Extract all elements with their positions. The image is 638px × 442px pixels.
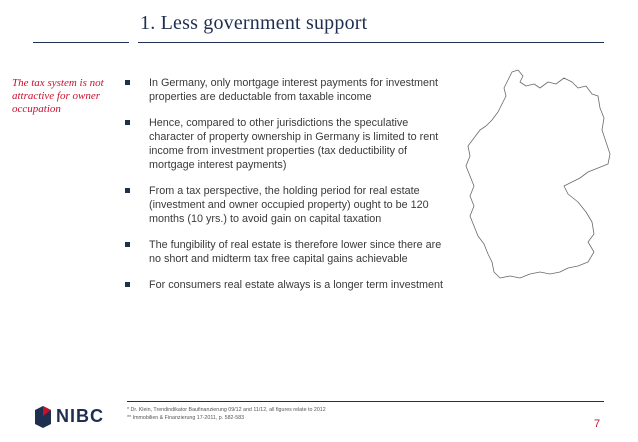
bullet-item: The fungibility of real estate is therefore lower since there are no short and midterm tax free capital gains achievable xyxy=(125,238,445,266)
brand-name: NIBC xyxy=(56,406,104,426)
bullet-item: In Germany, only mortgage interest payments for investment properties are deductable from taxable income xyxy=(125,76,445,104)
footnotes xyxy=(127,406,326,422)
slide-title: 1. Less government support xyxy=(140,12,368,34)
title-rule-right xyxy=(138,42,604,43)
germany-map-outline xyxy=(460,68,618,282)
side-note: The tax system is not attractive for owner occupation xyxy=(12,77,104,115)
footer-rule xyxy=(127,401,604,402)
bullet-item: For consumers real estate always is a longer term investment xyxy=(125,278,445,292)
footnote-2: ** Immobilien & Finanzierung 17-2011, p. 582-583 xyxy=(127,415,245,421)
bullet-list xyxy=(125,76,445,304)
footnote-1: * Dr. Klein, Trendindikator Baufinanzierung 09/12 and 11/12, all figures relate to 2012 xyxy=(127,407,326,413)
page-number: 7 xyxy=(594,418,601,430)
bullet-item: From a tax perspective, the holding period for real estate (investment and owner occupied property) ought to be 120 months (10 yrs.) to avoid gain on capital taxation xyxy=(125,184,445,226)
title-rule-left xyxy=(33,42,129,43)
bullet-item: Hence, compared to other jurisdictions the speculative character of property ownership in Germany is limited to rent income from investment properties (tax deductibility of mortgage interest payments) xyxy=(125,116,445,172)
